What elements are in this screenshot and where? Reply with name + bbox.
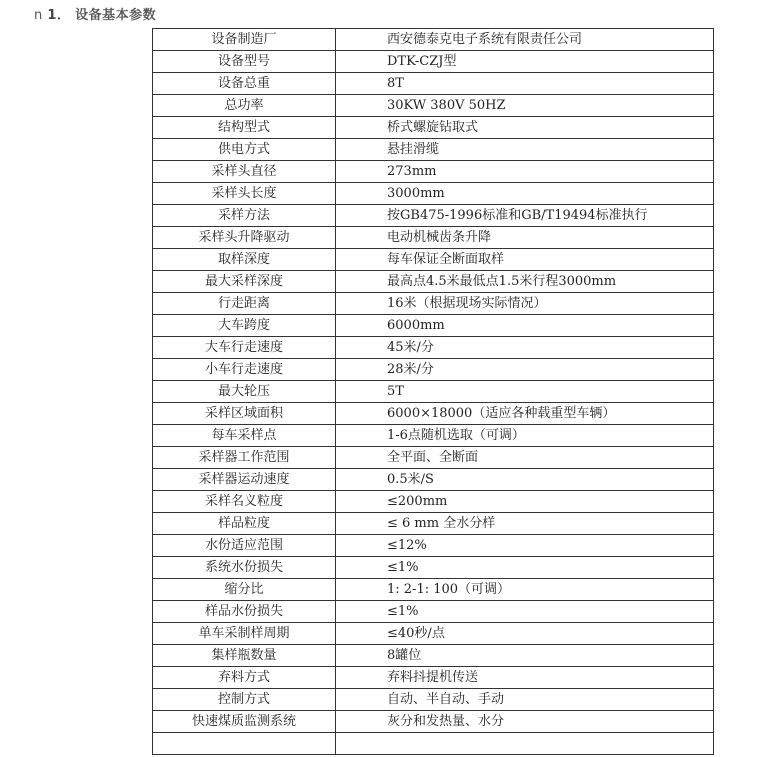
param-value-cell: 最高点4.5米最低点1.5米行程3000mm <box>336 271 714 293</box>
param-value-cell: ≤1% <box>336 557 714 579</box>
table-row <box>153 623 714 645</box>
param-value-cell: 6000×18000（适应各种载重型车辆） <box>336 403 714 425</box>
param-value-cell: 16米（根据现场实际情况） <box>336 293 714 315</box>
table-row <box>153 359 714 381</box>
table-row <box>153 601 714 623</box>
param-value-cell: ≤12% <box>336 535 714 557</box>
param-value-cell: 0.5米/S <box>336 469 714 491</box>
param-name-cell: 采样头直径 <box>153 161 336 183</box>
param-value-cell: 自动、半自动、手动 <box>336 689 714 711</box>
table-row <box>153 733 714 755</box>
table-row <box>153 249 714 271</box>
table-row <box>153 337 714 359</box>
spec-table-body <box>153 29 714 755</box>
param-name-cell: 弃料方式 <box>153 667 336 689</box>
param-name-cell: 设备制造厂 <box>153 29 336 51</box>
param-value-cell: ≤ 6 mm 全水分样 <box>336 513 714 535</box>
param-value-cell: ≤1% <box>336 601 714 623</box>
param-name-cell: 样品粒度 <box>153 513 336 535</box>
table-row <box>153 29 714 51</box>
table-row <box>153 315 714 337</box>
param-value-cell: 45米/分 <box>336 337 714 359</box>
section-heading <box>34 4 156 23</box>
table-row <box>153 271 714 293</box>
param-name-cell: 采样方法 <box>153 205 336 227</box>
param-value-cell: 3000mm <box>336 183 714 205</box>
table-row <box>153 667 714 689</box>
param-value-cell: 1-6点随机选取（可调） <box>336 425 714 447</box>
table-row <box>153 711 714 733</box>
param-value-cell: 桥式螺旋钻取式 <box>336 117 714 139</box>
table-row <box>153 491 714 513</box>
table-row <box>153 689 714 711</box>
param-name-cell: 采样头升降驱动 <box>153 227 336 249</box>
param-name-cell: 每车采样点 <box>153 425 336 447</box>
param-value-cell: 电动机械齿条升降 <box>336 227 714 249</box>
param-name-cell: 设备总重 <box>153 73 336 95</box>
param-name-cell: 供电方式 <box>153 139 336 161</box>
param-name-cell: 大车跨度 <box>153 315 336 337</box>
spec-table <box>152 28 714 755</box>
param-value-cell: 悬挂滑缆 <box>336 139 714 161</box>
param-name-cell: 采样区域面积 <box>153 403 336 425</box>
param-value-cell: 按GB475-1996标准和GB/T19494标准执行 <box>336 205 714 227</box>
table-row <box>153 381 714 403</box>
table-row <box>153 535 714 557</box>
param-value-cell: 273mm <box>336 161 714 183</box>
table-row <box>153 293 714 315</box>
table-row <box>153 579 714 601</box>
param-value-cell: 28米/分 <box>336 359 714 381</box>
param-value-cell: DTK-CZJ型 <box>336 51 714 73</box>
table-row <box>153 183 714 205</box>
table-row <box>153 557 714 579</box>
param-name-cell: 采样器工作范围 <box>153 447 336 469</box>
param-name-cell: 采样名义粒度 <box>153 491 336 513</box>
table-row <box>153 73 714 95</box>
param-name-cell: 最大轮压 <box>153 381 336 403</box>
param-name-cell: 控制方式 <box>153 689 336 711</box>
param-value-cell: 8罐位 <box>336 645 714 667</box>
param-value-cell: 8T <box>336 73 714 95</box>
param-value-cell: ≤40秒/点 <box>336 623 714 645</box>
param-name-cell: 集样瓶数量 <box>153 645 336 667</box>
param-name-cell: 快速煤质监测系统 <box>153 711 336 733</box>
table-row <box>153 205 714 227</box>
param-name-cell: 系统水份损失 <box>153 557 336 579</box>
param-name-cell: 取样深度 <box>153 249 336 271</box>
table-row <box>153 425 714 447</box>
param-name-cell: 最大采样深度 <box>153 271 336 293</box>
param-value-cell: 30KW 380V 50HZ <box>336 95 714 117</box>
param-value-cell: 弃料抖提机传送 <box>336 667 714 689</box>
param-name-cell <box>153 733 336 755</box>
param-name-cell: 水份适应范围 <box>153 535 336 557</box>
param-name-cell: 样品水份损失 <box>153 601 336 623</box>
param-name-cell: 行走距离 <box>153 293 336 315</box>
table-row <box>153 403 714 425</box>
param-name-cell: 单车采制样周期 <box>153 623 336 645</box>
table-row <box>153 227 714 249</box>
param-value-cell: 5T <box>336 381 714 403</box>
param-name-cell: 小车行走速度 <box>153 359 336 381</box>
param-value-cell: 全平面、全断面 <box>336 447 714 469</box>
table-row <box>153 161 714 183</box>
table-row <box>153 513 714 535</box>
table-row <box>153 469 714 491</box>
param-name-cell: 采样头长度 <box>153 183 336 205</box>
param-value-cell <box>336 733 714 755</box>
table-row <box>153 447 714 469</box>
heading-prefix: n <box>34 8 43 23</box>
param-name-cell: 大车行走速度 <box>153 337 336 359</box>
param-value-cell: 1: 2-1: 100（可调） <box>336 579 714 601</box>
table-row <box>153 645 714 667</box>
param-value-cell: 西安德泰克电子系统有限责任公司 <box>336 29 714 51</box>
param-value-cell: 每车保证全断面取样 <box>336 249 714 271</box>
heading-number: 1． <box>47 8 71 23</box>
param-name-cell: 缩分比 <box>153 579 336 601</box>
param-name-cell: 总功率 <box>153 95 336 117</box>
table-row <box>153 139 714 161</box>
param-name-cell: 设备型号 <box>153 51 336 73</box>
param-name-cell: 采样器运动速度 <box>153 469 336 491</box>
table-row <box>153 95 714 117</box>
param-name-cell: 结构型式 <box>153 117 336 139</box>
table-row <box>153 51 714 73</box>
param-value-cell: ≤200mm <box>336 491 714 513</box>
param-value-cell: 灰分和发热量、水分 <box>336 711 714 733</box>
table-row <box>153 117 714 139</box>
param-value-cell: 6000mm <box>336 315 714 337</box>
heading-title: 设备基本参数 <box>75 8 157 23</box>
